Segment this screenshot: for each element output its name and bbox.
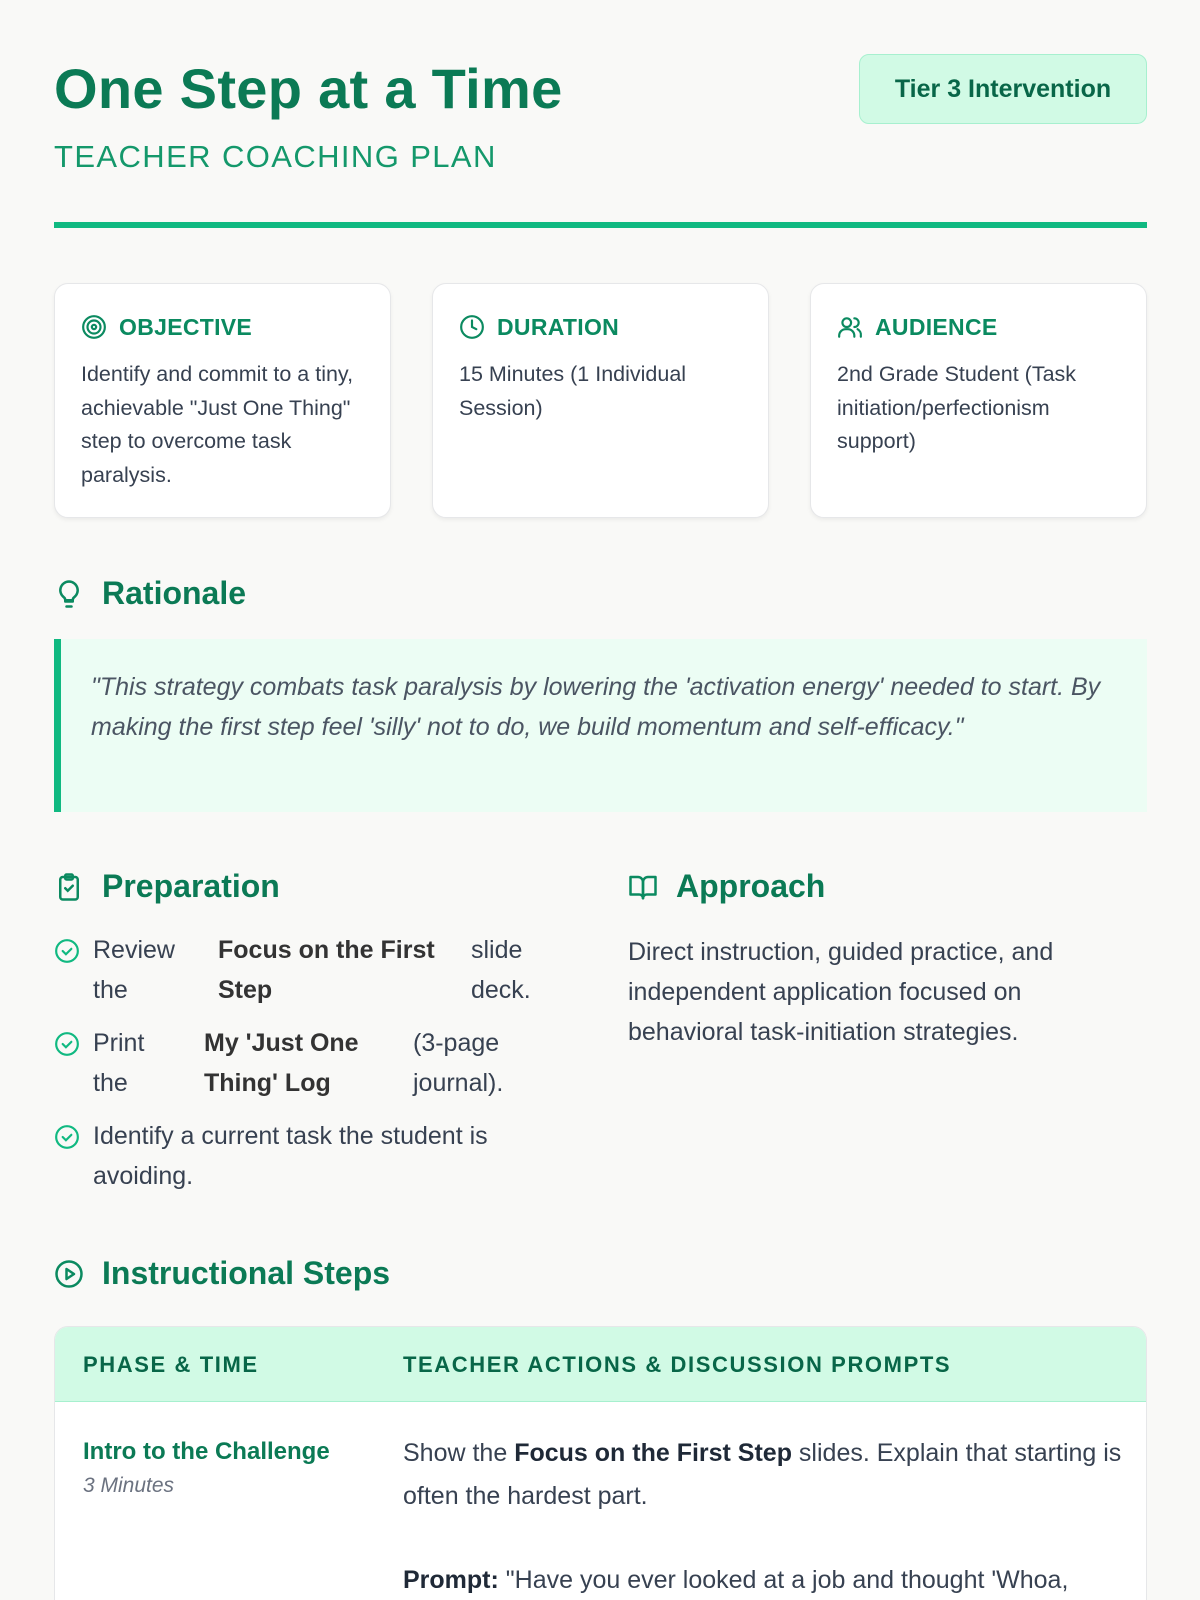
header bbox=[54, 0, 1147, 229]
page-title: One Step at a Time bbox=[54, 57, 563, 120]
steps-title: Instructional Steps bbox=[102, 1255, 391, 1291]
play-circle-icon bbox=[54, 1259, 84, 1289]
objective-title: OBJECTIVE bbox=[119, 313, 253, 340]
page-subtitle: TEACHER COACHING PLAN bbox=[54, 139, 497, 174]
phase-time: 3 Minutes bbox=[83, 1474, 175, 1497]
table-header bbox=[55, 1327, 1146, 1402]
rationale-title: Rationale bbox=[102, 575, 247, 611]
steps-table bbox=[54, 1326, 1147, 1600]
target-icon bbox=[81, 314, 107, 340]
steps-heading bbox=[54, 1255, 390, 1292]
info-cards bbox=[54, 283, 1147, 518]
prep-strong: My 'Just One Thing' Log bbox=[204, 1029, 359, 1097]
discussion-prompt: Prompt: "Have you ever looked at a job and thought 'Whoa, bbox=[403, 1566, 1069, 1594]
objective-card bbox=[54, 283, 391, 518]
objective-text: Identify and commit to a tiny, achievable "Just One Thing" step to overcome task paralysis. bbox=[81, 362, 354, 487]
clock-icon bbox=[459, 314, 485, 340]
prep-text: Print the bbox=[93, 1029, 145, 1097]
list-item bbox=[54, 1116, 534, 1196]
approach-title: Approach bbox=[676, 868, 826, 904]
actions-cell bbox=[403, 1432, 1123, 1600]
rationale-quote: "This strategy combats task paralysis by lowering the 'activation energy' needed to start. By making the first step feel 'silly' not to do, we build momentum and self-efficacy." bbox=[54, 639, 1147, 812]
column-header-phase: PHASE & TIME bbox=[83, 1351, 259, 1377]
rationale-heading bbox=[54, 575, 246, 612]
check-circle-icon bbox=[54, 1124, 80, 1150]
audience-title: AUDIENCE bbox=[875, 313, 998, 340]
approach-text: Direct instruction, guided practice, and independent application focused on behavioral task-initiation strategies. bbox=[628, 938, 1054, 1046]
lightbulb-icon bbox=[54, 579, 84, 609]
prep-text: (3-page journal). bbox=[413, 1029, 504, 1097]
phase-cell bbox=[83, 1432, 343, 1498]
preparation-title: Preparation bbox=[102, 868, 280, 904]
list-item bbox=[54, 930, 534, 1010]
approach-heading bbox=[628, 868, 825, 905]
tier-badge: Tier 3 Intervention bbox=[859, 54, 1147, 124]
audience-card bbox=[810, 283, 1147, 518]
users-icon bbox=[837, 314, 863, 340]
audience-text: 2nd Grade Student (Task initiation/perfectionism support) bbox=[837, 362, 1077, 453]
action-text: Show the Focus on the First Step slides. Explain that starting is often the hardest part. bbox=[403, 1439, 1122, 1510]
check-circle-icon bbox=[54, 938, 80, 964]
duration-card bbox=[432, 283, 769, 518]
check-circle-icon bbox=[54, 1031, 80, 1057]
column-header-actions: TEACHER ACTIONS & DISCUSSION PROMPTS bbox=[403, 1351, 952, 1377]
duration-title: DURATION bbox=[497, 313, 620, 340]
preparation-list bbox=[54, 930, 534, 1209]
prep-strong: Focus on the First Step bbox=[218, 936, 435, 1004]
coaching-plan-page bbox=[54, 0, 1147, 1594]
prep-text: Review the bbox=[93, 936, 175, 1004]
duration-text: 15 Minutes (1 Individual Session) bbox=[459, 362, 687, 420]
clipboard-check-icon bbox=[54, 872, 84, 902]
book-open-icon bbox=[628, 872, 658, 902]
preparation-heading bbox=[54, 868, 280, 905]
prep-text: Identify a current task the student is avoiding. bbox=[93, 1122, 488, 1190]
prep-text: slide deck. bbox=[471, 936, 531, 1004]
phase-name: Intro to the Challenge bbox=[83, 1438, 330, 1465]
list-item bbox=[54, 1023, 534, 1103]
header-divider bbox=[54, 222, 1147, 228]
